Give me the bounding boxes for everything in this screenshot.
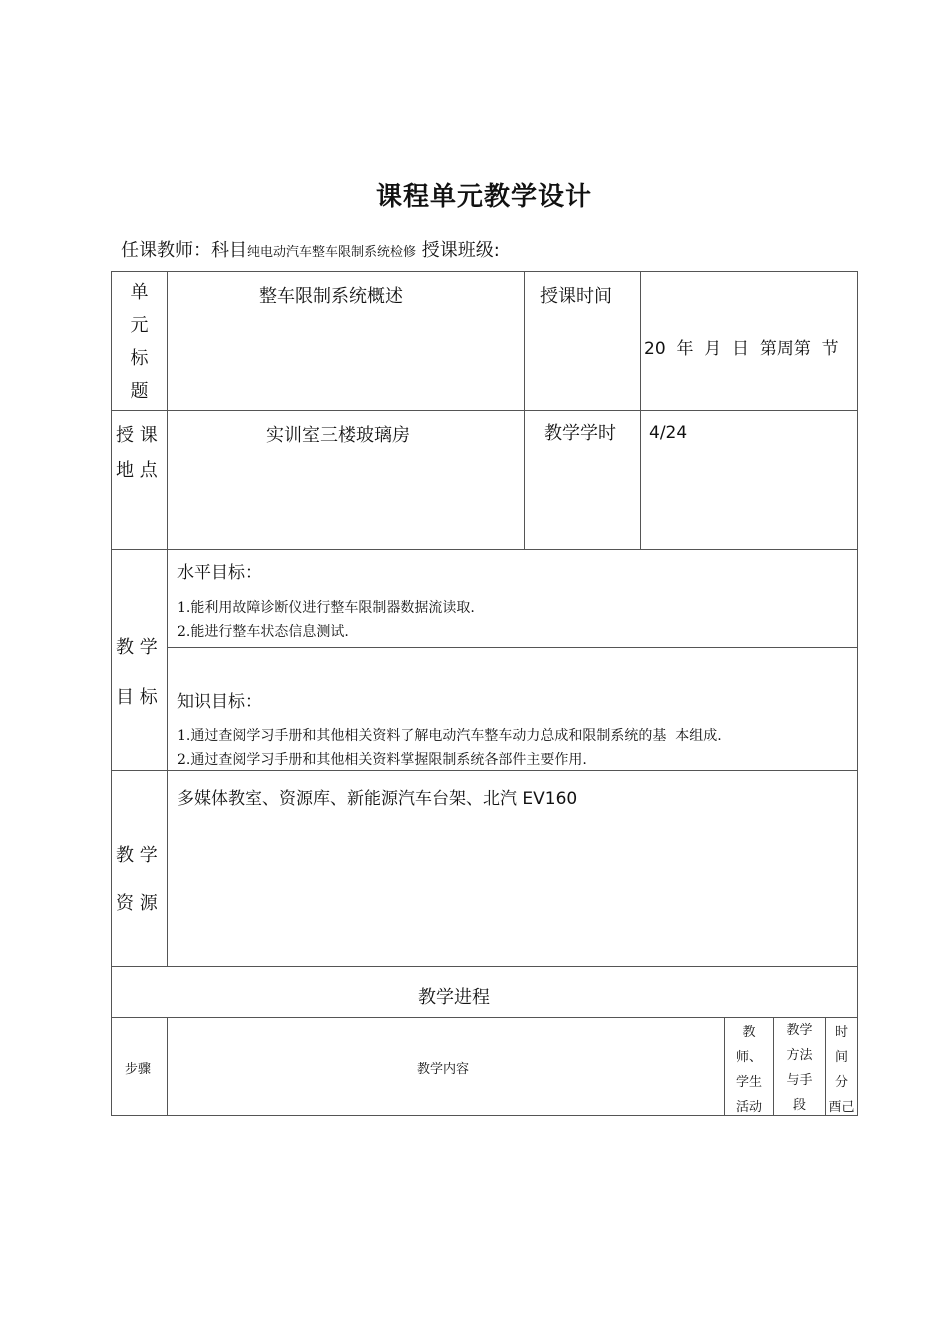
hours-label: 教学学时 [544, 423, 616, 444]
activity-header-line: 学生 [735, 1075, 762, 1090]
class-label: 授课班级: [421, 240, 500, 261]
resources-value: 多媒体教室、资源库、新能源汽车台架、北汽 EV160 [177, 789, 578, 809]
time-header-line: 分 [834, 1075, 848, 1090]
content-header-cell [167, 1017, 725, 1116]
activity-header-line: 教 [742, 1025, 756, 1040]
method-header-line: 方法 [786, 1048, 813, 1063]
method-header-line: 教学 [786, 1023, 813, 1038]
unit-title-cell [167, 271, 525, 411]
time-header [826, 1020, 857, 1120]
resources-value-cell [167, 770, 858, 967]
process-heading: 教学进程 [418, 987, 490, 1008]
hours-value-cell [640, 410, 858, 550]
subject-name: 纯电动汽车整车限制系统检修 [247, 245, 417, 260]
method-header-cell [773, 1017, 826, 1116]
activity-header-line: 师、 [735, 1050, 762, 1065]
time-label: 授课时间 [540, 286, 612, 307]
hours-value: 4/24 [649, 423, 688, 443]
location-value-cell [167, 410, 525, 550]
skill-item: 2.能进行整车状态信息测试. [177, 624, 349, 640]
time-value: 20 年 月 日 第周第 节 [644, 339, 839, 359]
objectives-label-line2: 目 标 [116, 687, 158, 708]
content-header: 教学内容 [417, 1062, 470, 1077]
resources-label-cell [111, 770, 168, 967]
time-header-line: 酉己 [828, 1100, 855, 1115]
unit-label-char: 单 [130, 282, 149, 303]
time-label-cell [524, 271, 641, 411]
step-header-cell [111, 1017, 168, 1116]
method-header-line: 段 [792, 1098, 806, 1113]
location-label-line2: 地 点 [116, 460, 158, 481]
time-header-line: 间 [834, 1050, 848, 1065]
activity-header-cell [724, 1017, 774, 1116]
unit-label-cell [111, 271, 168, 411]
location-label-line1: 授 课 [116, 425, 158, 446]
objectives-label-line1: 教 学 [116, 637, 158, 658]
hours-label-cell [524, 410, 641, 550]
header-line [121, 236, 500, 262]
activity-header-line: 活动 [735, 1100, 762, 1115]
resources-label-line2: 资 源 [116, 893, 158, 914]
unit-label-char: 题 [130, 381, 149, 402]
method-header-line: 与手 [786, 1073, 813, 1088]
knowledge-item: 1.通过查阅学习手册和其他相关资料了解电动汽车整车动力总成和限制系统的基 本组成. [177, 728, 722, 744]
location-label-cell [111, 410, 168, 550]
knowledge-objectives-cell [167, 647, 858, 771]
unit-label [112, 276, 167, 408]
time-header-line: 时 [834, 1025, 848, 1040]
knowledge-item: 2.通过查阅学习手册和其他相关资料掌握限制系统各部件主要作用. [177, 752, 587, 768]
resources-label-line1: 教 学 [116, 845, 158, 866]
teacher-label: 任课教师：科目 [121, 240, 247, 261]
process-heading-cell [111, 966, 858, 1018]
unit-title: 整车限制系统概述 [259, 286, 403, 307]
knowledge-heading: 知识目标： [177, 692, 262, 712]
skill-objectives-cell [167, 549, 858, 648]
location-value: 实训室三楼玻璃房 [266, 425, 410, 446]
step-header: 步骤 [125, 1062, 152, 1077]
time-value-cell [640, 271, 858, 411]
objectives-label-cell [111, 549, 168, 771]
page-title: 课程单元教学设计 [375, 182, 592, 212]
unit-label-char: 标 [130, 348, 149, 369]
skill-item: 1.能利用故障诊断仪进行整车限制器数据流读取. [177, 600, 475, 616]
time-header-cell [825, 1017, 858, 1116]
method-header [774, 1018, 825, 1118]
unit-label-char: 元 [130, 315, 149, 336]
activity-header [725, 1020, 773, 1120]
skill-heading: 水平目标： [177, 563, 262, 583]
